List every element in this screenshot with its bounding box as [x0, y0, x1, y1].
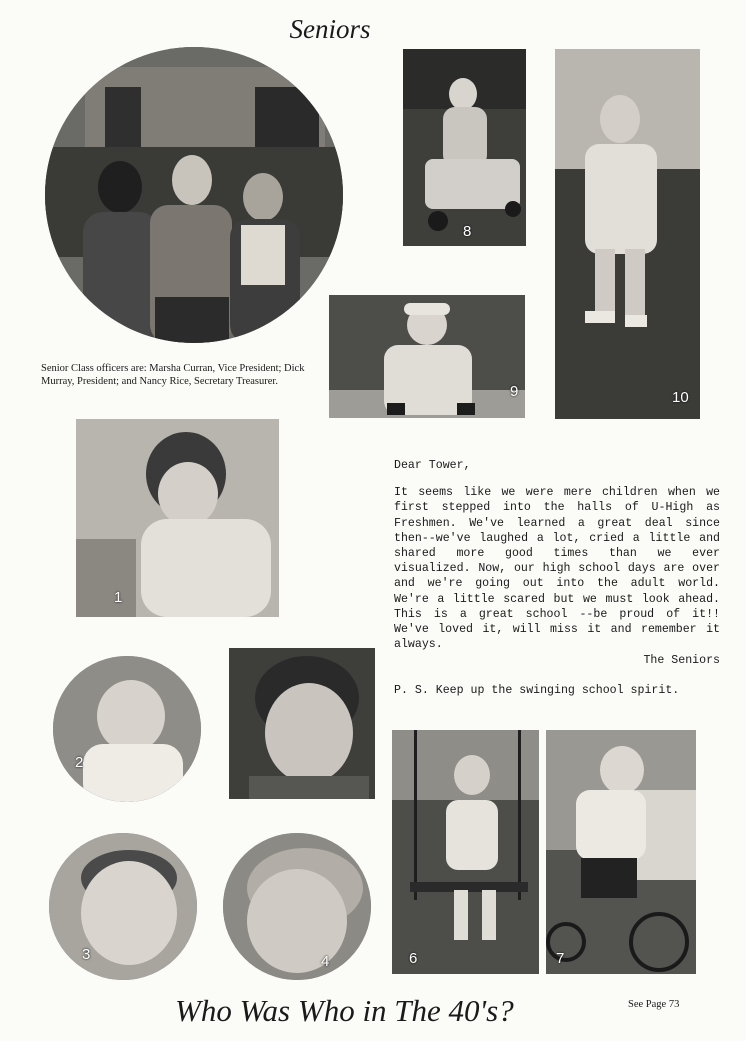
letter-signoff: The Seniors — [643, 654, 720, 668]
letter-body: It seems like we were mere children when we first stepped into the halls of U-High as Freshmen. We've learned a great deal since then--we've laughed a lot, cried a little and shared more good times than we ever visualized. Now, our high school days are over and we're going out into the adult world. We're a little scared but we must look ahead. This is a great school --be proud of it!! We've loved it, will miss it and remember it always. — [394, 486, 720, 652]
see-page-reference: See Page 73 — [628, 999, 680, 1010]
baby-photo-2 — [53, 656, 201, 802]
child-photo-6 — [392, 730, 539, 974]
officers-caption: Senior Class officers are: Marsha Curran, Vice President; Dick Murray, President; and Nancy Rice, Secretary Treasurer. — [41, 363, 305, 387]
photo-number: 7 — [556, 950, 565, 967]
photo-number: 10 — [672, 389, 689, 406]
photo-number: 3 — [82, 946, 91, 963]
photo-number: 2 — [75, 754, 84, 771]
letter-salutation: Dear Tower, — [394, 459, 471, 472]
photo-number: 1 — [114, 589, 123, 606]
baby-photo-8 — [403, 49, 526, 246]
photo-number: 6 — [409, 950, 418, 967]
child-photo-7 — [546, 730, 696, 974]
baby-photo-4 — [223, 833, 371, 980]
footer-title: Who Was Who in The 40's? — [175, 993, 514, 1028]
page-title: Seniors — [289, 14, 371, 44]
photo-number: 4 — [321, 953, 330, 970]
photo-number: 9 — [510, 383, 519, 400]
letter-to-tower — [394, 458, 720, 698]
letter-postscript: P. S. Keep up the swinging school spirit. — [394, 683, 680, 697]
senior-officers-photo — [45, 47, 343, 343]
baby-photo-3 — [49, 833, 197, 980]
baby-photo-1 — [76, 419, 279, 617]
baby-photo-curly-hair — [229, 648, 375, 799]
child-photo-10 — [555, 49, 700, 419]
photo-number: 8 — [463, 223, 472, 240]
child-photo-9 — [329, 295, 525, 418]
